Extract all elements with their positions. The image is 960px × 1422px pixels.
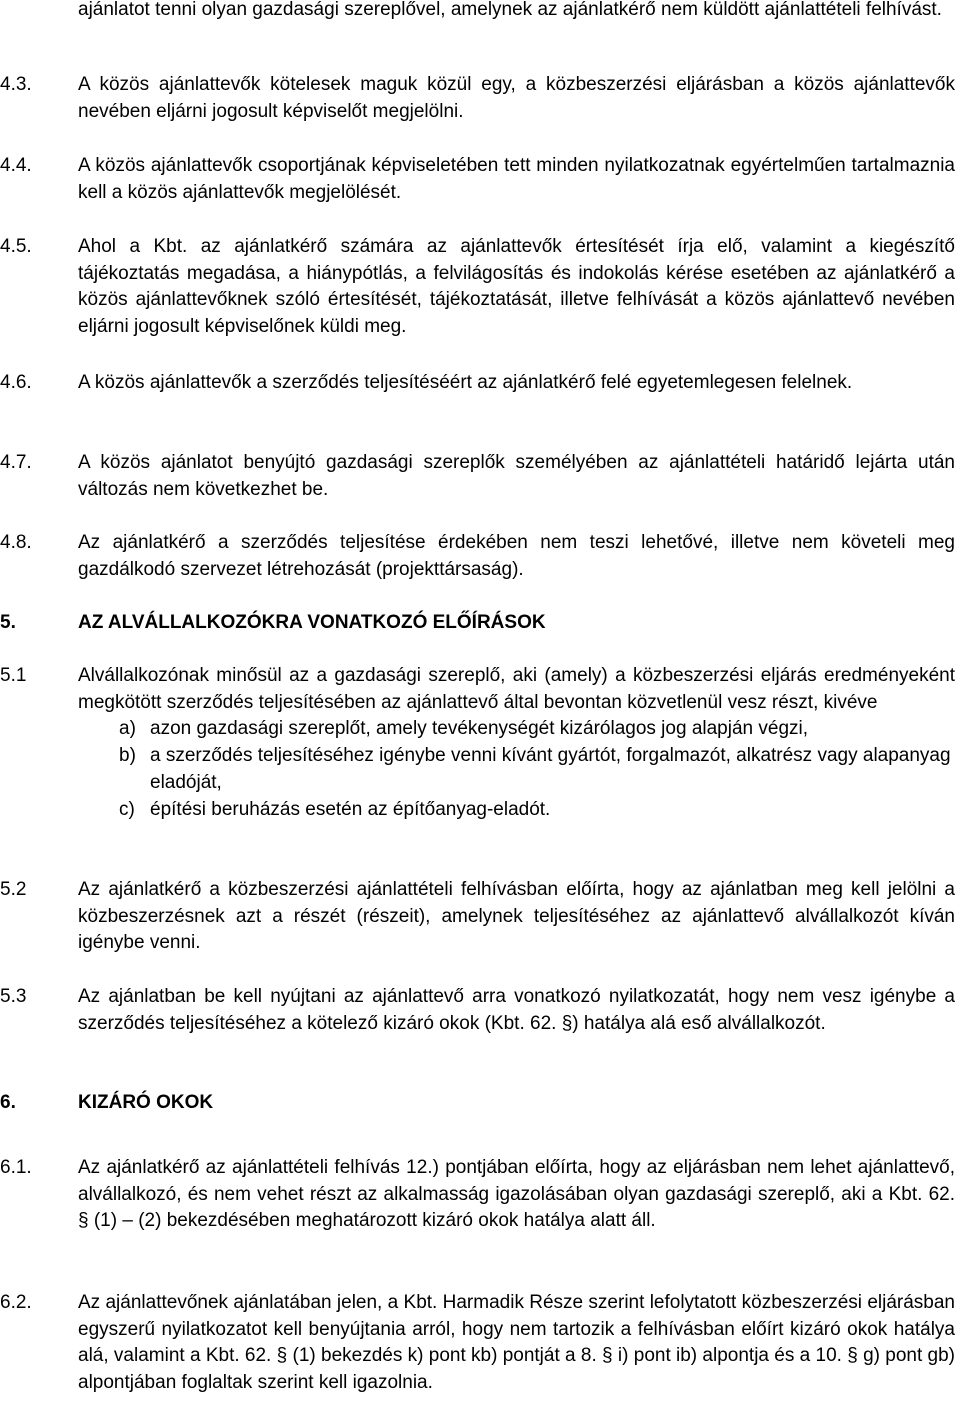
item-4-8	[0, 530, 955, 583]
item-text: A közös ajánlatot benyújtó gazdasági szereplők személyében az ajánlattételi határidő lejárta után változás nem következhet be.	[78, 452, 955, 500]
subitem-text: építési beruházás esetén az építőanyag-eladót.	[150, 798, 551, 820]
item-text: Az ajánlatkérő az ajánlattételi felhívás 12.) pontjában előírta, hogy az eljárásban nem lehet ajánlattevő, alvállalkozó, és nem vehet részt az alkalmasság igazolásában olyan gazdasági szereplő, aki a Kbt. 62. § (1) – (2) bekezdésében meghatározott kizáró okok hatálya alatt áll.	[78, 1157, 955, 1232]
item-5-1	[0, 663, 955, 823]
item-number: 4.5.	[0, 236, 32, 257]
item-text: Ahol a Kbt. az ajánlatkérő számára az ajánlattevők értesítését írja elő, valamint a kiegészítő tájékoztatás megadása, a hiánypótlás, a felvilágosítás és indokolás kérése esetében az ajánlatkérő a közös ajánlattevőknek szóló értesítését, tájékoztatását, illetve felhívását a közös ajánlattevő nevében eljárni jogosult képviselőnek küldi meg.	[78, 236, 955, 338]
item-text: Az ajánlatkérő a közbeszerzési ajánlattételi felhívásban előírta, hogy az ajánlatban meg kell jelölni a közbeszerzésnek azt a részét (részeit), amelynek teljesítéséhez az ajánlattevő alvállalkozót kíván igénybe venni.	[78, 879, 955, 954]
section-title: KIZÁRÓ OKOK	[78, 1092, 214, 1113]
section-number: 6.	[0, 1092, 16, 1113]
item-6-1	[0, 1155, 955, 1235]
item-number: 6.1.	[0, 1157, 32, 1178]
item-number: 5.3	[0, 986, 27, 1007]
continuation-paragraph	[0, 0, 955, 24]
subitem-b	[119, 743, 955, 796]
item-text: A közös ajánlattevők csoportjának képviseletében tett minden nyilatkozatnak egyértelműen tartalmaznia kell a közös ajánlattevők megjelölését.	[78, 155, 955, 203]
item-text: Az ajánlatban be kell nyújtani az ajánlattevő arra vonatkozó nyilatkozatát, hogy nem vesz igénybe a szerződés teljesítéséhez a kötelező kizáró okok (Kbt. 62. §) hatálya alá eső alvállalkozót.	[78, 986, 955, 1034]
section-title: AZ ALVÁLLALKOZÓKRA VONATKOZÓ ELŐÍRÁSOK	[78, 612, 546, 633]
item-text: Az ajánlatkérő a szerződés teljesítése érdekében nem teszi lehetővé, illetve nem követeli meg gazdálkodó szervezet létrehozását (projekttársaság).	[78, 532, 955, 580]
item-number: 4.6.	[0, 372, 32, 393]
subitem-c	[119, 797, 955, 824]
item-text: Az ajánlattevőnek ajánlatában jelen, a Kbt. Harmadik Része szerint lefolytatott közbeszerzési eljárásban egyszerű nyilatkozatot kell benyújtania arról, hogy nem tartozik a felhívásban előírt kizáró okok hatálya alá, valamint a Kbt. 62. § (1) bekezdés k) pont kb) pontját a 8. § i) pont ib) alpontja és a 10. § g) pont gb) alpontjában foglaltak szerint kell igazolnia.	[78, 1292, 955, 1394]
item-number: 4.8.	[0, 532, 32, 553]
subitem-label: b)	[119, 745, 136, 767]
subitem-label: c)	[119, 798, 135, 820]
section-5-heading	[0, 610, 955, 637]
item-text: A közös ajánlattevők kötelesek maguk közül egy, a közbeszerzési eljárásban a közös ajánlattevők nevében eljárni jogosult képviselőt megjelölni.	[78, 74, 955, 122]
item-text: Alvállalkozónak minősül az a gazdasági szereplő, aki (amely) a közbeszerzési eljárás eredményeként megkötött szerződés teljesítésében az ajánlattevő által bevontan közvetlenül vesz részt, kivéve	[78, 665, 955, 713]
item-4-5	[0, 234, 955, 341]
item-number: 6.2.	[0, 1292, 32, 1313]
item-5-2	[0, 877, 955, 957]
subitem-text: azon gazdasági szereplőt, amely tevékenységét kizárólagos jog alapján végzi,	[150, 718, 809, 740]
item-number: 4.3.	[0, 74, 32, 95]
subitem-label: a)	[119, 718, 136, 740]
paragraph-text: ajánlatot tenni olyan gazdasági szereplővel, amelynek az ajánlatkérő nem küldött ajánlattételi felhívást.	[78, 0, 942, 20]
item-number: 5.2	[0, 879, 27, 900]
item-4-3	[0, 72, 955, 125]
item-number: 4.4.	[0, 155, 32, 176]
item-4-7	[0, 450, 955, 503]
section-number: 5.	[0, 612, 16, 633]
item-number: 4.7.	[0, 452, 32, 473]
section-6-heading	[0, 1090, 955, 1117]
subitem-a	[119, 716, 955, 743]
item-text: A közös ajánlattevők a szerződés teljesítéséért az ajánlatkérő felé egyetemlegesen felelnek.	[78, 372, 853, 393]
subitem-text: a szerződés teljesítéséhez igénybe venni kívánt gyártót, forgalmazót, alkatrész vagy alapanyag eladóját,	[150, 745, 951, 793]
item-4-6	[0, 370, 955, 397]
item-4-4	[0, 153, 955, 206]
item-5-3	[0, 984, 955, 1037]
item-6-2	[0, 1290, 955, 1397]
item-number: 5.1	[0, 665, 27, 686]
